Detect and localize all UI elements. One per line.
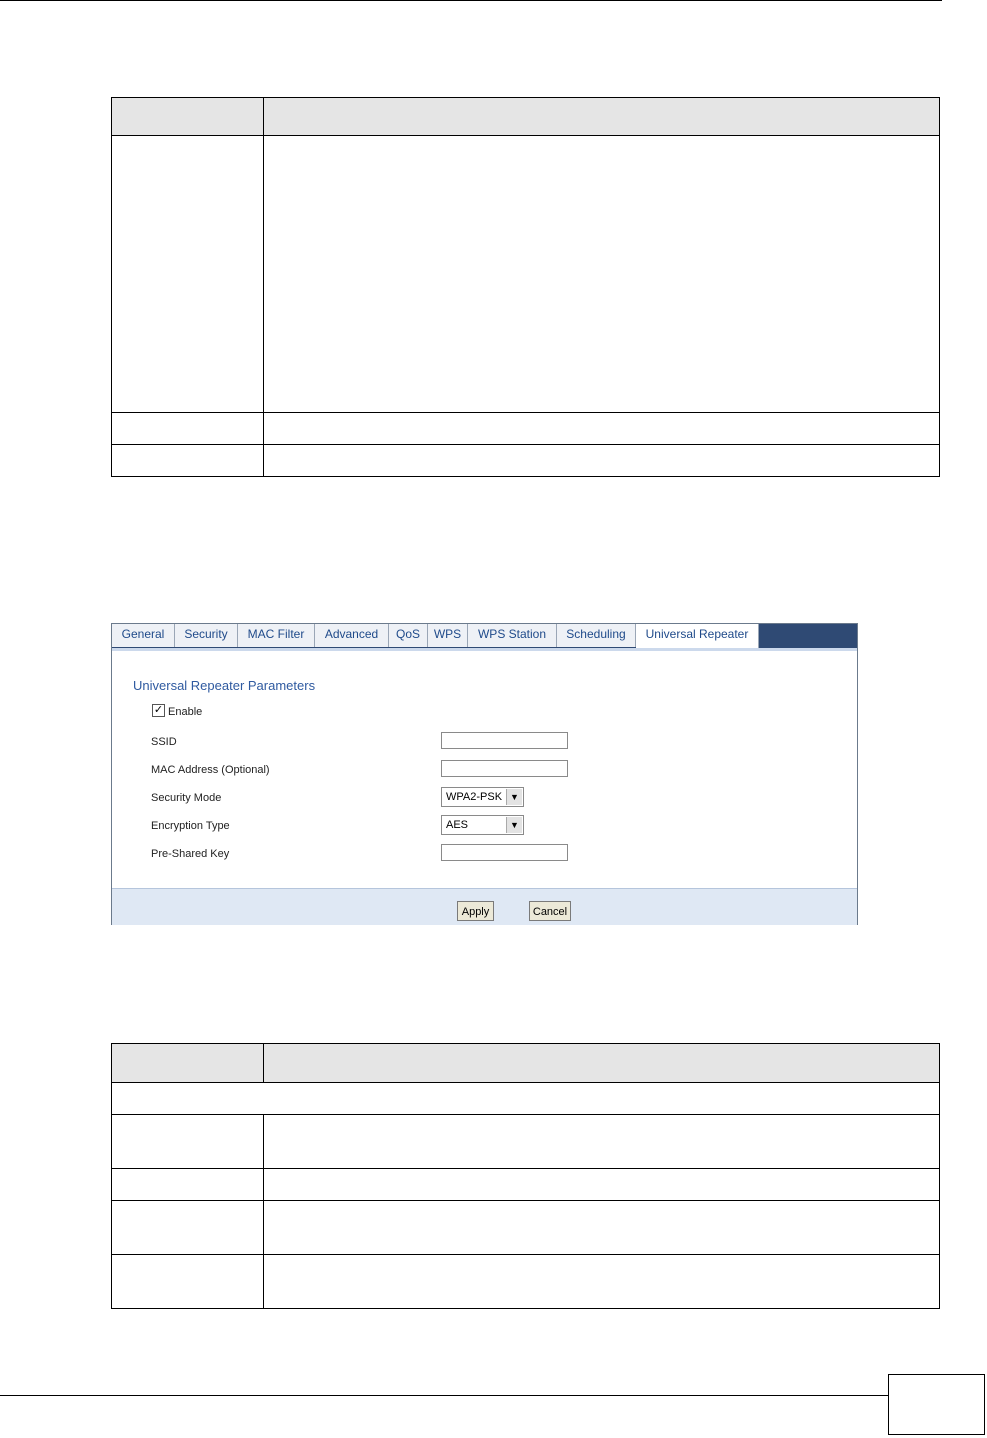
security-mode-value: WPA2-PSK — [446, 791, 503, 803]
tab-general[interactable]: General — [112, 624, 175, 647]
tab-wps-station[interactable]: WPS Station — [468, 624, 557, 647]
header-cell — [264, 98, 940, 136]
apply-button[interactable]: Apply — [457, 901, 494, 921]
tab-bar — [112, 624, 857, 648]
universal-repeater-screenshot — [111, 623, 858, 925]
tab-scheduling[interactable]: Scheduling — [557, 624, 636, 647]
table-row — [112, 445, 940, 477]
encryption-type-value: AES — [446, 819, 469, 831]
description-table-1 — [111, 97, 940, 477]
table-row — [112, 1169, 940, 1201]
ssid-label: SSID — [151, 736, 177, 748]
table-row — [112, 1115, 940, 1169]
description-table-2 — [111, 1043, 940, 1309]
encryption-type-select[interactable] — [441, 815, 524, 835]
footer-rule — [0, 1395, 888, 1396]
page-number-box — [888, 1374, 985, 1435]
pre-shared-key-label: Pre-Shared Key — [151, 848, 230, 860]
enable-checkbox[interactable]: ✓ — [153, 704, 164, 716]
tab-wps[interactable]: WPS — [428, 624, 468, 647]
tab-underline — [112, 648, 857, 651]
button-bar — [112, 888, 857, 925]
pre-shared-key-input[interactable] — [441, 844, 568, 861]
mac-address-label: MAC Address (Optional) — [151, 764, 270, 776]
table-row — [112, 1083, 940, 1115]
header-cell — [264, 1044, 940, 1083]
encryption-type-label: Encryption Type — [151, 820, 230, 832]
mac-address-input[interactable] — [441, 760, 568, 777]
cancel-button[interactable]: Cancel — [529, 901, 571, 921]
tab-universal-repeater[interactable]: Universal Repeater — [636, 624, 759, 649]
table-header-row — [112, 1044, 940, 1083]
table-row — [112, 1255, 940, 1309]
table-row — [112, 1201, 940, 1255]
header-rule — [0, 0, 942, 1]
security-mode-select[interactable] — [441, 787, 524, 807]
header-cell — [112, 1044, 264, 1083]
tab-qos[interactable]: QoS — [389, 624, 428, 647]
tab-mac-filter[interactable]: MAC Filter — [238, 624, 315, 647]
header-cell — [112, 98, 264, 136]
chevron-down-icon: ▼ — [506, 817, 522, 833]
table-row — [112, 136, 940, 413]
enable-label: Enable — [168, 706, 203, 718]
section-title: Universal Repeater Parameters — [133, 678, 316, 693]
ssid-input[interactable] — [441, 732, 568, 749]
tab-advanced[interactable]: Advanced — [315, 624, 389, 647]
chevron-down-icon: ▼ — [506, 789, 522, 805]
table-header-row — [112, 98, 940, 136]
table-row — [112, 413, 940, 445]
security-mode-label: Security Mode — [151, 792, 222, 804]
tab-security[interactable]: Security — [175, 624, 238, 647]
